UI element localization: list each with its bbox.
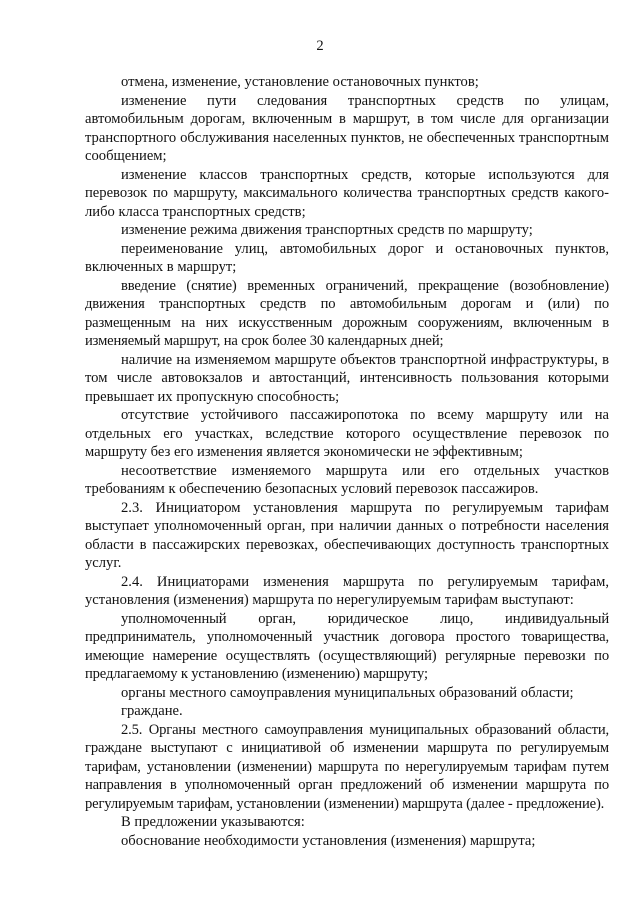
paragraph-14: граждане. xyxy=(121,703,183,719)
paragraph-17: обоснование необходимости установления (изменения) маршрута; xyxy=(121,832,536,849)
paragraph-2: изменение пути следования транспортных средств по улицам, автомобильным дорогам, включенным в маршрут, в том числе для организации транспортного обслуживания населенных пунктов, не обеспеченных транспортным сообщением; xyxy=(85,92,609,164)
paragraph-1: отмена, изменение, установление остановочных пунктов; xyxy=(121,74,479,90)
paragraph-6: введение (снятие) временных ограничений, прекращение (возобновление) движения транспортных средств по автомобильным дорогам и (или) по размещенным на них искусственным дорожным сооружениям, включенным в изменяемый маршрут, на срок более 30 календарных дней; xyxy=(85,277,609,349)
paragraph-8: отсутствие устойчивого пассажиропотока по всему маршруту или на отдельных его участках, вследствие которого осуществление перевозок по маршруту без его изменения является экономически не эффективным; xyxy=(85,407,609,460)
paragraph-section-2-5: 2.5. Органы местного самоуправления муниципальных образований области, граждане выступают с инициативой об изменении маршрута по регулируемым тарифам, установлении (изменении) маршрута по нерегулируемым тарифам путем направления в уполномоченный орган предложений об изменении маршрута по регулируемым тарифам, установлении (изменении) маршрута (далее - предложение). xyxy=(85,721,609,812)
paragraph-section-2-4: 2.4. Инициаторами изменения маршрута по регулируемым тарифам, установления (изменения) маршрута по нерегулируемым тарифам выступают: xyxy=(85,573,609,608)
paragraph-section-2-3: 2.3. Инициатором установления маршрута по регулируемым тарифам выступает уполномоченный орган, при наличии данных о потребности населения области в пассажирских перевозках, обеспечивающих доступность транспортных услуг. xyxy=(85,499,609,571)
paragraph-9: несоответствие изменяемого маршрута или его отдельных участков требованиям к обеспечению безопасных условий перевозок пассажиров. xyxy=(85,462,609,497)
paragraph-12: уполномоченный орган, юридическое лицо, индивидуальный предприниматель, уполномоченный участник договора простого товарищества, имеющие намерение осуществлять (осуществляющий) регулярные перевозки по предлагаемому к установлению (изменению) маршруту; xyxy=(85,610,609,682)
paragraph-5: переименование улиц, автомобильных дорог и остановочных пунктов, включенных в маршрут; xyxy=(85,240,609,275)
paragraph-3: изменение классов транспортных средств, которые используются для перевозок по маршруту, максимального количества транспортных средств какого-либо класса транспортных средств; xyxy=(85,166,609,220)
paragraph-7: наличие на изменяемом маршруте объектов транспортной инфраструктуры, в том числе автовокзалов и автостанций, интенсивность пользования которыми превышает их пропускную способность; xyxy=(85,351,609,405)
paragraph-16: В предложении указываются: xyxy=(121,814,305,830)
document-body xyxy=(85,73,609,850)
page-number: 2 xyxy=(316,38,324,54)
paragraph-4: изменение режима движения транспортных средств по маршруту; xyxy=(121,222,533,238)
paragraph-13: органы местного самоуправления муниципальных образований области; xyxy=(121,684,574,701)
